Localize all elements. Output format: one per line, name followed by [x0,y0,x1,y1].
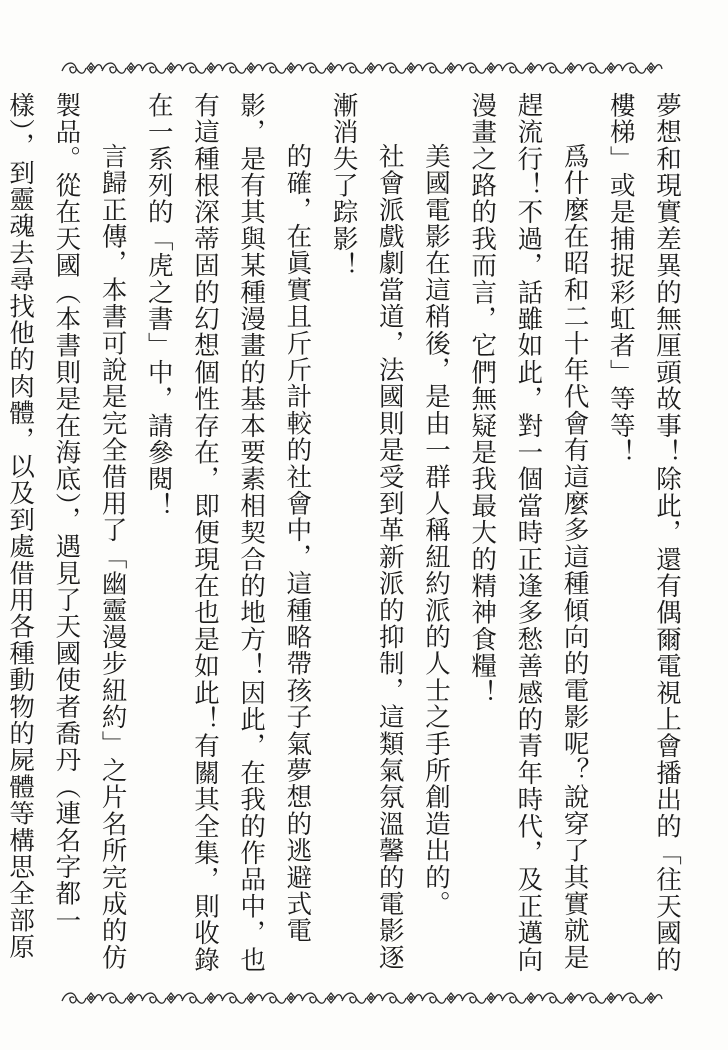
border-ornament-unit [462,993,502,1003]
border-ornament-unit [102,993,142,1003]
border-ornament-unit [502,993,542,1003]
border-ornament-unit [262,993,302,1003]
border-ornament-unit [462,63,502,73]
border-ornament-unit [542,63,582,73]
border-ornament-unit [582,63,622,73]
paragraph-6: 言歸正傳，本書可說是完全借用了「幽靈漫步紐約」之片名所完成的仿製品。從在天國（本書則是在海底），遇見了天國使者喬丹（連名字都一樣），到靈魂去尋找他的肉體，以及到處借用各種動物的屍體等構思全部原 [5,92,128,971]
border-ornament-unit [142,63,182,73]
border-ornament-unit [182,993,222,1003]
border-ornament-unit [142,993,182,1003]
border-ornament-unit [342,63,382,73]
border-ornament-unit [502,63,542,73]
border-ornament-unit [222,63,262,73]
border-ornament-unit [342,993,382,1003]
border-ornament-unit [382,63,422,73]
border-ornament-unit [622,993,662,1003]
border-ornament-unit [302,63,342,73]
paragraph-4: 社會派戲劇當道，法國則是受到革新派的抑制，這類氣氛溫馨的電影逐漸消失了踪影！ [328,92,405,971]
border-ornament-unit [102,63,142,73]
bottom-ornamental-border [58,985,682,1011]
paragraph-1: 夢想和現實差異的無厘頭故事！除此，還有偶爾電視上會播出的「往天國的樓梯」或是捕捉彩虹者」等等！ [605,92,682,974]
border-ornament-unit [582,993,622,1003]
border-ornament-unit [382,993,422,1003]
border-ornament-unit [62,993,102,1003]
border-ornament-unit [222,993,262,1003]
border-ornament-unit [302,993,342,1003]
text-columns [5,92,690,977]
vertical-text-body [5,92,690,977]
border-ornament-unit [262,63,302,73]
border-ornament-unit [422,63,462,73]
border-ornament-unit [62,63,102,73]
paragraph-5: 的確，在眞實且斤斤計較的社會中，這種略帶孩子氣夢想的逃避式電影，是有其與某種漫畫的基本要素相契合的地方！因此，在我的作品中，也有這種根深蒂固的幻想個性存在，即便現在也是如此！有關其全集，則收錄在一系列的「虎之書」中，請參閱！ [143,92,313,974]
top-ornamental-border [58,55,682,81]
border-ornament-unit [622,63,662,73]
border-ornament-unit [182,63,222,73]
paragraph-3: 美國電影在這稍後，是由一群人稱紐約派的人士之手所創造出的。 [420,143,451,918]
border-ornament-unit [422,993,462,1003]
border-ornament-unit [542,993,582,1003]
paragraph-2: 爲什麼在昭和二十年代會有這麼多這種傾向的電影呢？說穿了其實就是趕流行！不過，話雖如此，對一個當時正逢多愁善感的青年時代，及正邁向漫畫之路的我而言，它們無疑是我最大的精神食糧！ [467,92,590,974]
